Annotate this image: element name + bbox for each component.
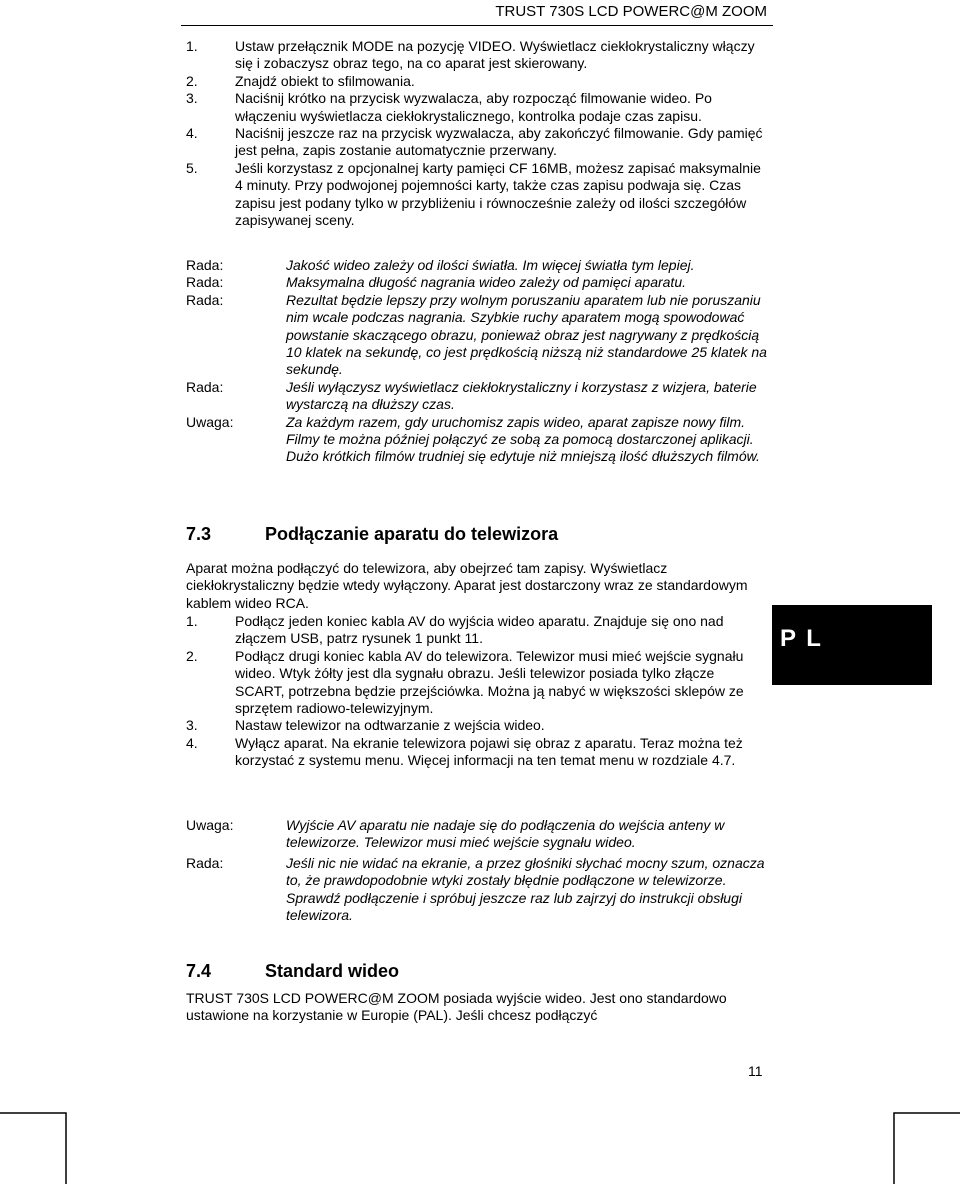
list-item-number: 1. xyxy=(186,613,198,629)
list-item-number: 4. xyxy=(186,125,198,142)
note-row xyxy=(186,257,776,274)
note-label: Rada: xyxy=(186,854,224,871)
note-label: Rada: xyxy=(186,291,224,308)
running-header: TRUST 730S LCD POWERC@M ZOOM xyxy=(495,3,767,20)
note-text: Wyjście AV aparatu nie nadaje się do podłączenia do wejścia anteny w telewizorze. Telewizor musi mieć wejście sygnału wideo. xyxy=(286,817,725,851)
list-item xyxy=(186,90,766,125)
note-text: Maksymalna długość nagrania wideo zależy od pamięci aparatu. xyxy=(286,274,686,291)
note-label: Rada: xyxy=(186,378,224,395)
note-row xyxy=(186,414,776,466)
note-label: Uwaga: xyxy=(186,817,234,833)
section-number: 7.3 xyxy=(186,524,212,544)
language-tab: P L xyxy=(772,605,932,685)
section-heading xyxy=(186,523,558,545)
note-row xyxy=(186,855,776,925)
note-row xyxy=(186,817,776,852)
list-item-number: 2. xyxy=(186,647,198,664)
crop-mark-left xyxy=(0,1110,70,1184)
header-rule xyxy=(181,25,773,26)
list-item-number: 1. xyxy=(186,38,198,54)
note-label: Rada: xyxy=(186,257,224,273)
list-item-text: Jeśli korzystasz z opcjonalnej karty pamięci CF 16MB, możesz zapisać maksymalnie 4 minuty. Przy podwojonej pojemności karty, także czas zapisu podwaja się. Czas zapisu jest podany tylko w przybliżeniu i równocześnie zależy od ilości szczegółów zapisywanej sceny. xyxy=(235,159,761,229)
list-item-number: 3. xyxy=(186,717,198,734)
note-row xyxy=(186,379,776,414)
list-item xyxy=(186,38,766,73)
section-title: Podłączanie aparatu do telewizora xyxy=(265,524,559,544)
note-text: Za każdym razem, gdy uruchomisz zapis wideo, aparat zapisze nowy film. Filmy te można później połączyć ze sobą za pomocą dostarczonej aplikacji. Dużo krótkich filmów trudniej się edytuje niż mniejszą ilość dłuższych filmów. xyxy=(286,413,760,465)
list-item-text: Podłącz drugi koniec kabla AV do telewizora. Telewizor musi mieć wejście sygnału wideo. Wtyk żółty jest dla sygnału obrazu. Jeśli telewizor posiada tylko złącze SCART, potrzebna będzie przejściówka. Można ją nabyć w większości sklepów ze sprzętem radiowo-telewizyjnym. xyxy=(235,647,744,717)
crop-mark-right xyxy=(890,1110,960,1184)
video-steps-list xyxy=(186,38,766,229)
section-heading xyxy=(186,960,399,982)
list-item-text: Podłącz jeden koniec kabla AV do wyjścia wideo aparatu. Znajduje się ono nad złączem USB, patrz rysunek 1 punkt 11. xyxy=(235,613,724,647)
list-item-text: Naciśnij jeszcze raz na przycisk wyzwalacza, aby zakończyć filmowanie. Gdy pamięć jest pełna, zapis zostanie automatycznie przerwany. xyxy=(235,125,763,159)
section-number: 7.4 xyxy=(186,961,212,981)
section-intro: Aparat można podłączyć do telewizora, aby obejrzeć tam zapisy. Wyświetlacz ciekłokrystaliczny będzie wtedy wyłączony. Aparat jest dostarczony wraz ze standardowym kablem wideo RCA. xyxy=(186,560,748,611)
tv-steps-list xyxy=(186,613,766,770)
list-item-number: 4. xyxy=(186,734,198,751)
note-text: Rezultat będzie lepszy przy wolnym poruszaniu aparatem lub nie poruszaniu nim wcale podczas nagrania. Szybkie ruchy aparatem mogą spowodować powstanie skaczącego obrazu, ponieważ obraz jest nagrywany z prędkością 10 klatek na sekundę, co jest prędkością niższą niż standardowe 25 klatek na sekundę. xyxy=(286,291,767,378)
note-label: Uwaga: xyxy=(186,413,234,430)
section-intro: TRUST 730S LCD POWERC@M ZOOM posiada wyjście wideo. Jest ono standardowo ustawione na korzystanie w Europie (PAL). Jeśli chcesz podłączyć xyxy=(186,990,727,1024)
note-text: Jakość wideo zależy od ilości światła. Im więcej światła tym lepiej. xyxy=(286,257,695,273)
list-item-number: 5. xyxy=(186,159,198,176)
list-item-text: Naciśnij krótko na przycisk wyzwalacza, aby rozpocząć filmowanie wideo. Po włączeniu wyświetlacza ciekłokrystalicznego, kontrolka podaje czas zapisu. xyxy=(235,90,712,124)
note-text: Jeśli wyłączysz wyświetlacz ciekłokrystaliczny i korzystasz z wizjera, baterie wystarczą na dłuższy czas. xyxy=(286,378,757,413)
list-item-number: 2. xyxy=(186,72,198,89)
note-row xyxy=(186,274,776,291)
page-number: 11 xyxy=(748,1063,763,1079)
list-item-text: Nastaw telewizor na odtwarzanie z wejścia wideo. xyxy=(235,717,545,734)
note-label: Rada: xyxy=(186,274,224,291)
section-title: Standard wideo xyxy=(265,961,400,981)
list-item xyxy=(186,613,766,648)
note-text: Jeśli nic nie widać na ekranie, a przez głośniki słychać mocny szum, oznacza to, że prawdopodobnie wtyki zostały błędnie podłączone w telewizorze. Sprawdź podłączenie i spróbuj jeszcze raz lub zajrzyj do instrukcji obsługi telewizora. xyxy=(286,854,765,924)
list-item-text: Znajdź obiekt to sfilmowania. xyxy=(235,72,415,89)
list-item-number: 3. xyxy=(186,90,198,107)
list-item xyxy=(186,717,766,734)
tips-block xyxy=(186,817,776,924)
list-item xyxy=(186,735,766,770)
list-item-text: Wyłącz aparat. Na ekranie telewizora pojawi się obraz z aparatu. Teraz można też korzystać z systemu menu. Więcej informacji na ten temat menu w rozdziale 4.7. xyxy=(235,734,743,769)
list-item xyxy=(186,648,766,718)
list-item xyxy=(186,73,766,90)
list-item-text: Ustaw przełącznik MODE na pozycję VIDEO. Wyświetlacz ciekłokrystaliczny włączy się i zobaczysz obraz tego, na co aparat jest skierowany. xyxy=(235,38,755,72)
tips-block xyxy=(186,257,776,466)
list-item xyxy=(186,160,766,230)
note-row xyxy=(186,292,776,379)
list-item xyxy=(186,125,766,160)
